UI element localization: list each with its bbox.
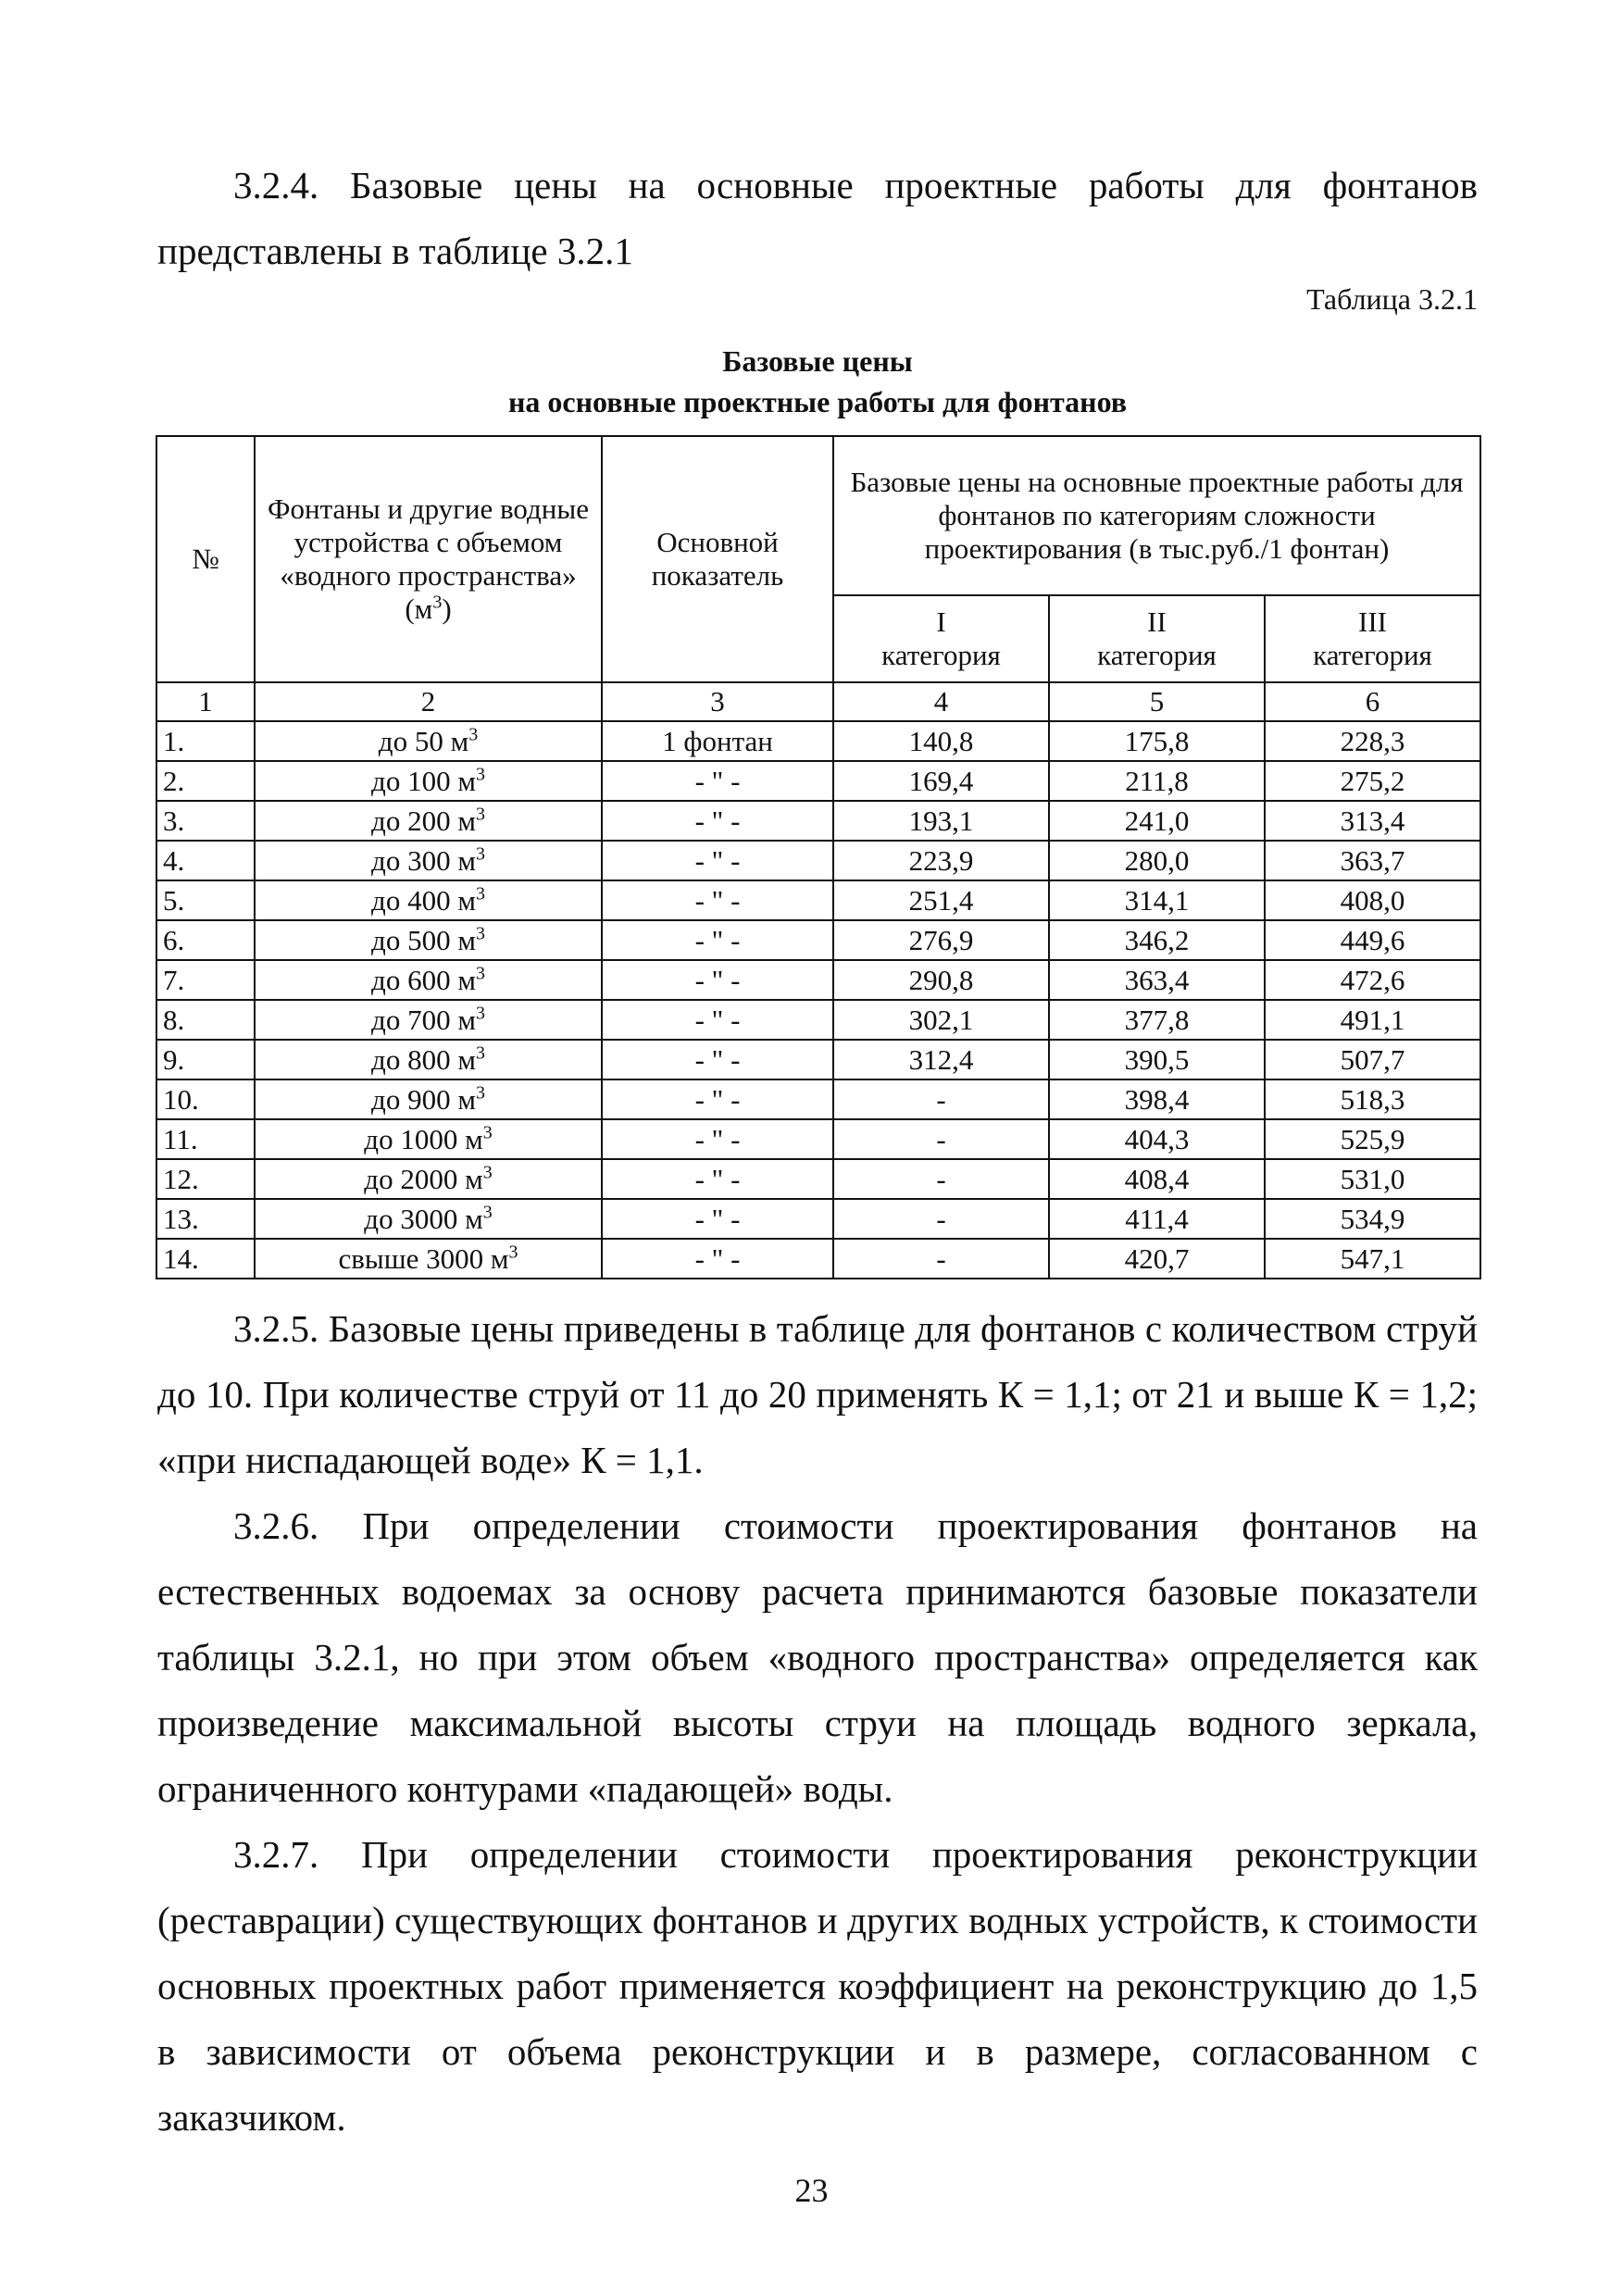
- row-volume: до 800 $м^3$: [255, 1040, 602, 1079]
- table-title-line2: на основные проектные работы для фонтанов: [507, 385, 1128, 418]
- column-number: 2: [255, 682, 602, 721]
- table-row: [156, 1119, 1480, 1159]
- row-price-cat2: 363,4: [1049, 960, 1265, 1000]
- row-indicator: - " -: [602, 1040, 833, 1079]
- column-number: 4: [833, 682, 1049, 721]
- row-indicator: - " -: [602, 1239, 833, 1279]
- table-row: [156, 880, 1480, 920]
- header-category-3: III категория: [1265, 595, 1480, 682]
- header-prices: Базовые цены на основные проектные работы для фонтанов по категориям сложности проектирования (в тыс.руб./1 фонтан): [833, 436, 1480, 595]
- row-price-cat2: 241,0: [1049, 801, 1265, 841]
- row-number: 12.: [156, 1159, 255, 1199]
- row-price-cat3: 408,0: [1265, 880, 1480, 920]
- table-row: [156, 1079, 1480, 1119]
- row-price-cat3: 518,3: [1265, 1079, 1480, 1119]
- table-title: [157, 341, 1478, 422]
- row-price-cat1: -: [833, 1199, 1049, 1239]
- header-category-1: I категория: [833, 595, 1049, 682]
- paragraph-3-2-5-text: 3.2.5. Базовые цены приведены в таблице для фонтанов с количеством струй до 10. При количестве струй от 11 до 20 применять К = 1,1; от 21 и выше К = 1,2; «при ниспадающей воде» К = 1,1.: [157, 1307, 1478, 1481]
- row-indicator: - " -: [602, 801, 833, 841]
- row-price-cat3: 531,0: [1265, 1159, 1480, 1199]
- price-table: [156, 435, 1481, 1279]
- row-volume: до 600 $м^3$: [255, 960, 602, 1000]
- page-number: 23: [794, 2172, 829, 2209]
- row-number: 10.: [156, 1079, 255, 1119]
- row-price-cat1: 140,8: [833, 721, 1049, 761]
- row-number: 4.: [156, 841, 255, 880]
- column-numbers-row: [156, 682, 1480, 721]
- paragraph-3-2-4: [157, 153, 1478, 284]
- column-number: 6: [1265, 682, 1480, 721]
- row-price-cat2: 420,7: [1049, 1239, 1265, 1279]
- paragraph-3-2-4-text: 3.2.4. Базовые цены на основные проектные работы для фонтанов представлены в таблице 3.2.1: [157, 164, 1478, 272]
- row-price-cat3: 313,4: [1265, 801, 1480, 841]
- row-volume: до 400 $м^3$: [255, 880, 602, 920]
- table-row: [156, 920, 1480, 960]
- row-price-cat3: 491,1: [1265, 1000, 1480, 1040]
- row-price-cat2: 377,8: [1049, 1000, 1265, 1040]
- header-category-2: II категория: [1049, 595, 1265, 682]
- table-row: [156, 761, 1480, 801]
- row-indicator: - " -: [602, 1159, 833, 1199]
- row-volume: свыше 3000 $м^3$: [255, 1239, 602, 1279]
- row-price-cat1: 312,4: [833, 1040, 1049, 1079]
- row-number: 3.: [156, 801, 255, 841]
- paragraph-3-2-6-text: 3.2.6. При определении стоимости проектирования фонтанов на естественных водоемах за основу расчета принимаются базовые показатели таблицы 3.2.1, но при этом объем «водного пространства» определяется как произведение максимальной высоты струи на площадь водного зеркала, ограниченного контурами «падающей» воды.: [157, 1504, 1478, 1810]
- row-price-cat2: 175,8: [1049, 721, 1265, 761]
- row-volume: до 900 $м^3$: [255, 1079, 602, 1119]
- row-price-cat3: 525,9: [1265, 1119, 1480, 1159]
- row-volume: до 50 $м^3$: [255, 721, 602, 761]
- row-price-cat3: 534,9: [1265, 1199, 1480, 1239]
- row-price-cat1: 290,8: [833, 960, 1049, 1000]
- row-number: 5.: [156, 880, 255, 920]
- row-volume: до 100 $м^3$: [255, 761, 602, 801]
- row-indicator: - " -: [602, 841, 833, 880]
- row-price-cat3: 472,6: [1265, 960, 1480, 1000]
- table-row: [156, 1199, 1480, 1239]
- table-body: [156, 721, 1480, 1279]
- row-price-cat1: 251,4: [833, 880, 1049, 920]
- row-price-cat3: 547,1: [1265, 1239, 1480, 1279]
- table-row: [156, 1040, 1480, 1079]
- table-row: [156, 801, 1480, 841]
- row-price-cat2: 280,0: [1049, 841, 1265, 880]
- row-volume: до 2000 $м^3$: [255, 1159, 602, 1199]
- row-price-cat2: 411,4: [1049, 1199, 1265, 1239]
- row-indicator: - " -: [602, 1079, 833, 1119]
- table-row: [156, 1239, 1480, 1279]
- row-price-cat2: 314,1: [1049, 880, 1265, 920]
- table-title-line1: Базовые цены: [722, 344, 913, 378]
- row-price-cat1: -: [833, 1119, 1049, 1159]
- row-price-cat1: 302,1: [833, 1000, 1049, 1040]
- table-caption: Таблица 3.2.1: [1306, 282, 1478, 316]
- row-price-cat2: 408,4: [1049, 1159, 1265, 1199]
- row-volume: до 1000 $м^3$: [255, 1119, 602, 1159]
- table-row: [156, 1000, 1480, 1040]
- row-volume: до 700 $м^3$: [255, 1000, 602, 1040]
- row-price-cat3: 275,2: [1265, 761, 1480, 801]
- row-number: 8.: [156, 1000, 255, 1040]
- row-volume: до 3000 $м^3$: [255, 1199, 602, 1239]
- row-number: 9.: [156, 1040, 255, 1079]
- row-indicator: - " -: [602, 960, 833, 1000]
- row-indicator: - " -: [602, 880, 833, 920]
- row-price-cat3: 228,3: [1265, 721, 1480, 761]
- row-price-cat2: 390,5: [1049, 1040, 1265, 1079]
- row-indicator: - " -: [602, 1119, 833, 1159]
- header-indicator: Основной показатель: [602, 436, 833, 682]
- column-number: 1: [156, 682, 255, 721]
- row-price-cat3: 507,7: [1265, 1040, 1480, 1079]
- paragraph-3-2-7: [157, 1822, 1478, 2151]
- row-number: 13.: [156, 1199, 255, 1239]
- row-price-cat2: 211,8: [1049, 761, 1265, 801]
- row-indicator: 1 фонтан: [602, 721, 833, 761]
- row-price-cat1: -: [833, 1159, 1049, 1199]
- row-price-cat2: 404,3: [1049, 1119, 1265, 1159]
- row-number: 14.: [156, 1239, 255, 1279]
- row-price-cat3: 449,6: [1265, 920, 1480, 960]
- row-price-cat3: 363,7: [1265, 841, 1480, 880]
- row-indicator: - " -: [602, 1000, 833, 1040]
- row-price-cat1: 223,9: [833, 841, 1049, 880]
- paragraph-3-2-6: [157, 1493, 1478, 1822]
- row-number: 7.: [156, 960, 255, 1000]
- column-number: 5: [1049, 682, 1265, 721]
- header-fountains: Фонтаны и другие водные устройства с объемом «водного пространства» $(м^3)$: [255, 436, 602, 682]
- row-price-cat1: -: [833, 1079, 1049, 1119]
- column-number: 3: [602, 682, 833, 721]
- row-number: 11.: [156, 1119, 255, 1159]
- header-number: №: [156, 436, 255, 682]
- table-row: [156, 841, 1480, 880]
- row-number: 2.: [156, 761, 255, 801]
- row-price-cat1: -: [833, 1239, 1049, 1279]
- row-number: 6.: [156, 920, 255, 960]
- row-number: 1.: [156, 721, 255, 761]
- paragraph-3-2-7-text: 3.2.7. При определении стоимости проектирования реконструкции (реставрации) существующих фонтанов и других водных устройств, к стоимости основных проектных работ применяется коэффициент на реконструкцию до 1,5 в зависимости от объема реконструкции и в размере, согласованном с заказчиком.: [157, 1833, 1478, 2139]
- table-row: [156, 721, 1480, 761]
- row-indicator: - " -: [602, 1199, 833, 1239]
- row-price-cat1: 193,1: [833, 801, 1049, 841]
- row-price-cat1: 276,9: [833, 920, 1049, 960]
- row-price-cat2: 346,2: [1049, 920, 1265, 960]
- table-row: [156, 960, 1480, 1000]
- paragraph-3-2-5: [157, 1296, 1478, 1493]
- row-volume: до 200 $м^3$: [255, 801, 602, 841]
- table-row: [156, 1159, 1480, 1199]
- row-volume: до 500 $м^3$: [255, 920, 602, 960]
- row-volume: до 300 $м^3$: [255, 841, 602, 880]
- row-indicator: - " -: [602, 761, 833, 801]
- row-price-cat1: 169,4: [833, 761, 1049, 801]
- row-price-cat2: 398,4: [1049, 1079, 1265, 1119]
- row-indicator: - " -: [602, 920, 833, 960]
